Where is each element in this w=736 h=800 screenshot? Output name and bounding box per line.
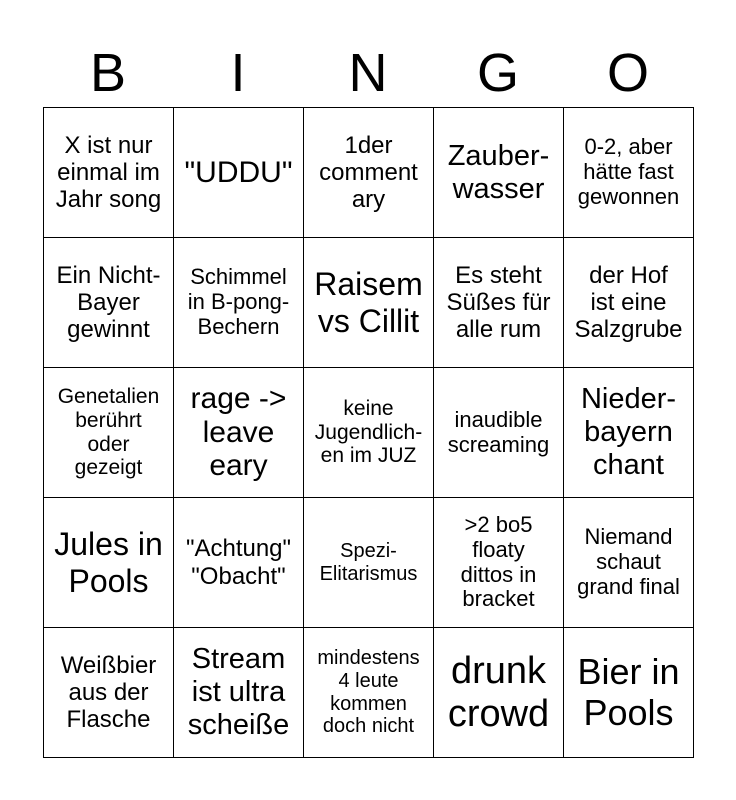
bingo-cell-r4-c3[interactable]: Spezi- Elitarismus <box>304 498 434 628</box>
bingo-cell-r1-c3[interactable]: 1der comment ary <box>304 108 434 238</box>
bingo-row <box>44 238 694 368</box>
bingo-cell-r2-c3[interactable]: Raisem vs Cillit <box>304 238 434 368</box>
bingo-cell-r5-c2[interactable]: Stream ist ultra scheiße <box>174 628 304 758</box>
bingo-cell-r5-c5[interactable]: Bier in Pools <box>564 628 694 758</box>
bingo-cell-r3-c1[interactable]: Genetalien berührt oder gezeigt <box>44 368 174 498</box>
bingo-cell-r4-c5[interactable]: Niemand schaut grand final <box>564 498 694 628</box>
header-letter-i: I <box>230 43 246 103</box>
bingo-row <box>44 368 694 498</box>
bingo-row <box>44 628 694 758</box>
bingo-cell-r3-c4[interactable]: inaudible screaming <box>434 368 564 498</box>
header-letter-g: G <box>476 43 519 103</box>
bingo-grid <box>43 107 694 758</box>
bingo-cell-r2-c5[interactable]: der Hof ist eine Salzgrube <box>564 238 694 368</box>
header-letter-n: N <box>348 43 388 103</box>
bingo-cell-r1-c5[interactable]: 0-2, aber hätte fast gewonnen <box>564 108 694 238</box>
bingo-row <box>44 498 694 628</box>
bingo-cell-r3-c2[interactable]: rage -> leave eary <box>174 368 304 498</box>
bingo-row <box>44 108 694 238</box>
bingo-cell-r4-c4[interactable]: >2 bo5 floaty dittos in bracket <box>434 498 564 628</box>
bingo-cell-r1-c1[interactable]: X ist nur einmal im Jahr song <box>44 108 174 238</box>
bingo-cell-r5-c3[interactable]: mindestens 4 leute kommen doch nicht <box>304 628 434 758</box>
bingo-header <box>43 40 693 106</box>
bingo-cell-r4-c1[interactable]: Jules in Pools <box>44 498 174 628</box>
bingo-cell-r2-c2[interactable]: Schimmel in B-pong- Bechern <box>174 238 304 368</box>
bingo-cell-r2-c1[interactable]: Ein Nicht- Bayer gewinnt <box>44 238 174 368</box>
bingo-cell-r1-c2[interactable]: "UDDU" <box>174 108 304 238</box>
bingo-cell-r4-c2[interactable]: "Achtung" "Obacht" <box>174 498 304 628</box>
header-letter-o: O <box>606 43 649 103</box>
bingo-cell-r5-c4[interactable]: drunk crowd <box>434 628 564 758</box>
header-letter-b: B <box>89 43 127 103</box>
bingo-cell-r3-c5[interactable]: Nieder- bayern chant <box>564 368 694 498</box>
bingo-cell-r3-c3[interactable]: keine Jugendlich- en im JUZ <box>304 368 434 498</box>
bingo-cell-r5-c1[interactable]: Weißbier aus der Flasche <box>44 628 174 758</box>
bingo-cell-r2-c4[interactable]: Es steht Süßes für alle rum <box>434 238 564 368</box>
bingo-cell-r1-c4[interactable]: Zauber- wasser <box>434 108 564 238</box>
